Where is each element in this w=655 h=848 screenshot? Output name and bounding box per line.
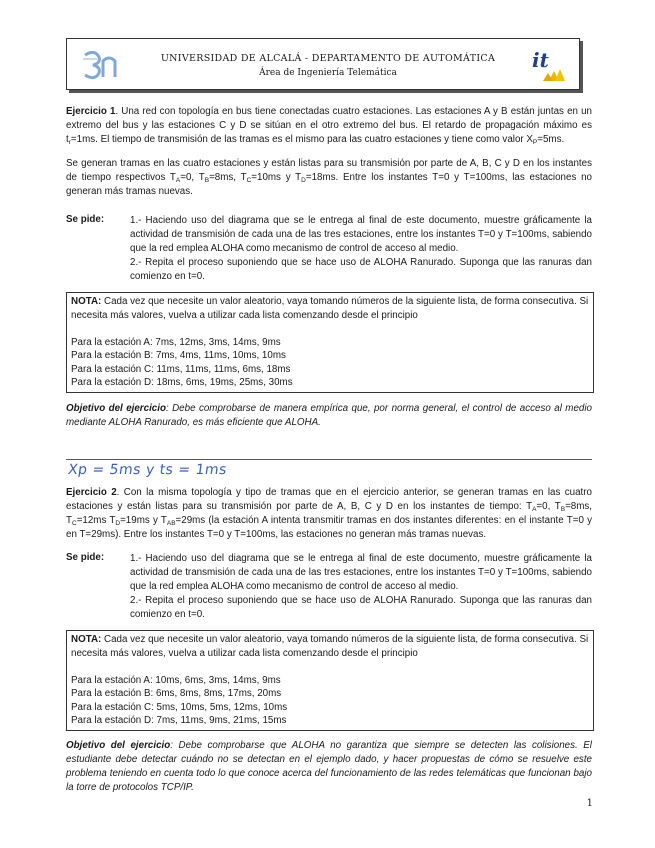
exercise-1-statement: Ejercicio 1. Una red con topología en bus tiene conectadas cuatro estaciones. Las estaciones A y B están juntas en un extremo del bus y las estaciones C y D se sitúan en el otro extremo del bus. El retardo de propagación máximo es $t_r=1ms$. El tiempo de transmisión de las tramas es el mismo para las cuatro estaciones y tiene como valor $X_P=5ms$. [66, 106, 592, 146]
exercise-2-task-1: 1.- Haciendo uso del diagrama que se le entrega al final de este documento, muestre gráficamente la actividad de transmisión de cada una de las tres estaciones, entre los instantes T=0 y T=100ms, sabiendo que la red emplea ALOHA como mecanismo de control de acceso al medio. [130, 553, 592, 592]
page-header [66, 38, 580, 90]
exercise-2-label: Ejercicio 2 [66, 487, 117, 498]
note-label: NOTA: [71, 296, 102, 307]
handwritten-note: Xp = 5ms y ts = 1ms [66, 462, 229, 478]
exercise-2-tasks [130, 552, 592, 622]
exercise-1-task-2: 2.- Repita el proceso suponiendo que se hace uso de ALOHA Ranurado. Suponga que las ranuras dan comienzo en t=0. [130, 257, 592, 282]
page-number: 1 [586, 798, 593, 809]
exercise-1-label: Ejercicio 1 [66, 106, 116, 117]
list-item: Para la estación D: 18ms, 6ms, 19ms, 25ms, 30ms [71, 377, 293, 388]
list-item: Para la estación A: 10ms, 6ms, 3ms, 14ms, 9ms [71, 674, 281, 686]
exercise-1-timing: Se generan tramas en las cuatro estaciones y están listas para su transmisión por parte de A, B, C y D en los instantes de tiempo respectivos $T_A=0$, $T_B=8ms$, $T_C=10ms$ y $T_D=18ms$. Entre los instantes T=0 y T=100ms, las estaciones no generan más tramas nuevas. [66, 158, 592, 197]
list-item: Para la estación B: 7ms, 4ms, 11ms, 10ms, 10ms [71, 350, 286, 361]
exercise-1-objective: Objetivo del ejercicio: Debe comprobarse de manera empírica que, por norma general, el control de acceso al medio mediante ALOHA Ranurado, es más eficiente que ALOHA. [66, 403, 592, 428]
header-subtitle: Área de Ingeniería Telemática [259, 68, 397, 78]
list-item: Para la estación A: 7ms, 12ms, 3ms, 14ms, 9ms [71, 336, 281, 348]
university-logo-icon [81, 47, 123, 81]
exercise-2-task-2: 2.- Repita el proceso suponiendo que se hace uso de ALOHA Ranurado. Suponga que las ranuras dan comienzo en t=0. [130, 595, 592, 620]
list-item: Para la estación C: 11ms, 11ms, 11ms, 6ms, 18ms [71, 363, 291, 375]
exercise-1-tasks-label: Se pide: [66, 214, 105, 225]
exercise-2-objective: Objetivo del ejercicio: Debe comprobarse que ALOHA no garantiza que siempre se detecten las colisiones. El estudiante debe detectar cuándo no se detectan en el ejemplo dado, y hacer propuestas de cómo se resuelve este problema teniendo en cuenta todo lo que conoce acerca del funcionamiento de las redes telemáticas que funcionan bajo la torre de protocolos TCP/IP. [66, 740, 592, 793]
exercise-1-tasks [130, 214, 592, 284]
exercise-2-statement: Ejercicio 2. Con la misma topología y tipo de tramas que en el ejercicio anterior, se generan tramas en las cuatro estaciones y están listas para su transmisión por parte de A, B, C y D en los instantes de tiempo: $T_A=0$, $T_B=8ms$, $T_C=12ms$ $T_D=19ms$ y $T_{AB}=29ms$ (la estación A intenta transmitir tramas en dos instantes diferentes: en el instante T=0 y en T=29ms). Entre los instantes T=0 y T=100ms, las estaciones no generan más tramas nuevas. [66, 487, 593, 540]
note-text: Cada vez que necesite un valor aleatorio, vaya tomando números de la siguiente lista, de forma consecutiva. Si necesita más valores, vuelva a utilizar cada lista comenzando desde el principio [71, 296, 589, 321]
section-divider [66, 459, 592, 460]
telematics-logo-icon [529, 45, 569, 83]
note-text: Cada vez que necesite un valor aleatorio, vaya tomando números de la siguiente lista, de forma consecutiva. Si necesita más valores, vuelva a utilizar cada lista comenzando desde el principio [71, 634, 589, 659]
exercise-1-note [66, 292, 594, 393]
exercise-2-note [66, 630, 594, 731]
list-item: Para la estación C: 5ms, 10ms, 5ms, 12ms, 10ms [71, 701, 288, 713]
list-item: Para la estación D: 7ms, 11ms, 9ms, 21ms, 15ms [71, 715, 287, 726]
note-label: NOTA: [71, 634, 102, 645]
header-title: UNIVERSIDAD DE ALCALÁ - DEPARTAMENTO DE AUTOMÁTICA [160, 53, 496, 64]
logo-text: it [532, 48, 549, 72]
exercise-2-tasks-label: Se pide: [66, 552, 105, 563]
exercise-1-task-1: 1.- Haciendo uso del diagrama que se le entrega al final de este documento, muestre gráficamente la actividad de transmisión de cada una de las tres estaciones, entre los instantes T=0 y T=100ms, sabiendo que la red emplea ALOHA como mecanismo de control de acceso al medio. [130, 215, 592, 254]
list-item: Para la estación B: 6ms, 8ms, 8ms, 17ms, 20ms [71, 688, 282, 699]
